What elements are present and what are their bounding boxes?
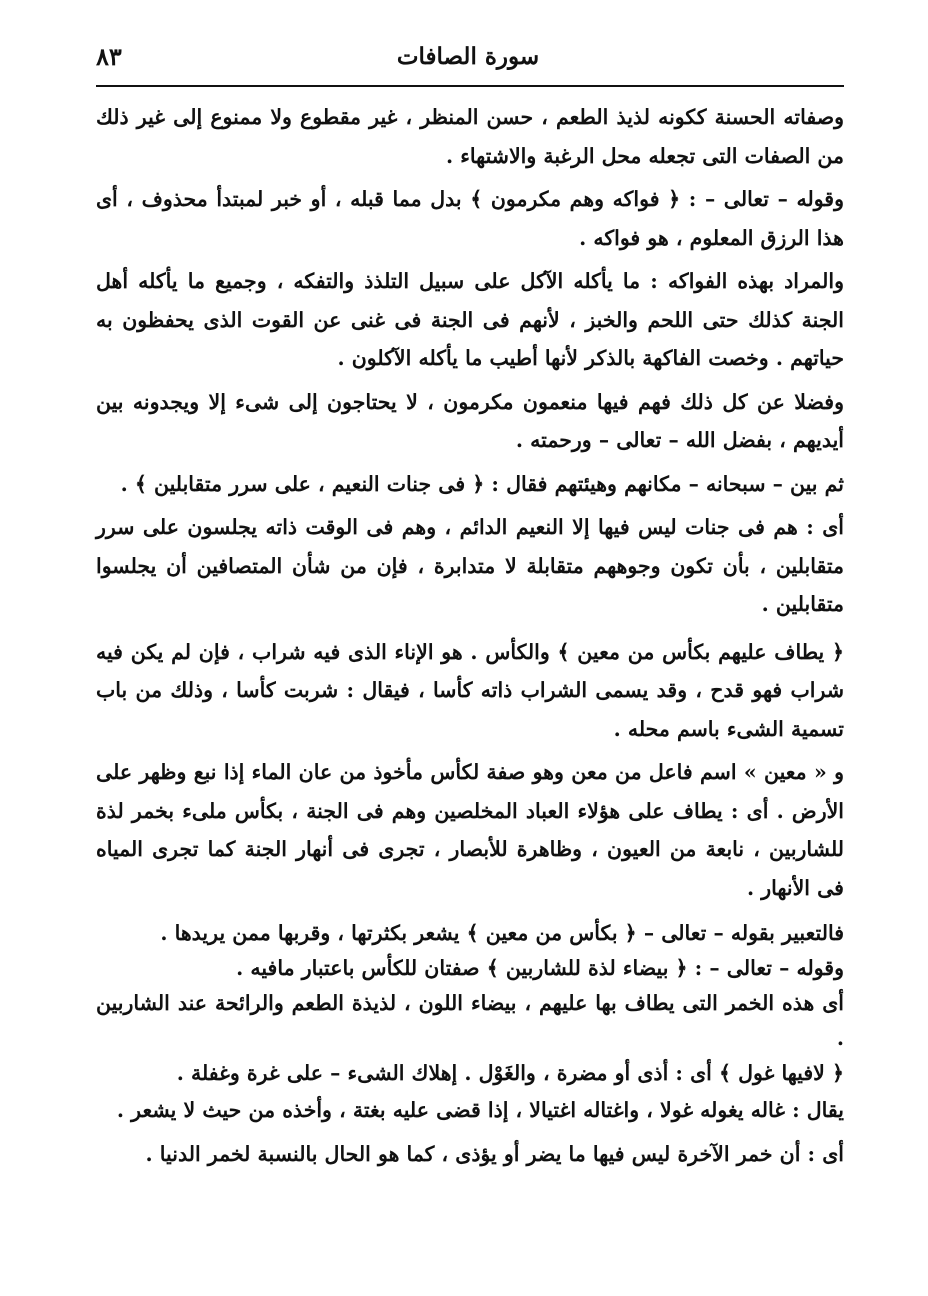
paragraph: و « معين » اسم فاعل من معن وهو صفة لكأس مأخوذ من عان الماء إذا نبع وظهر على الأرض . أى : يطاف على هؤلاء العباد المخلصين وهم فى الجنة ، بكأس ملىء بخمر لذة للشاربين ، نابعة من العيون ، وظاهرة للأبصار ، تجرى فى أنهار الجنة كما تجرى المياه فى الأنهار . <box>96 760 844 900</box>
paragraph: وقوله – تعالى – : ﴿ فواكه وهم مكرمون ﴾ بدل مما قبله ، أو خبر لمبتدأ محذوف ، أى هذا الرزق المعلوم ، هو فواكه . <box>96 187 844 250</box>
paragraph: أى : أن خمر الآخرة ليس فيها ما يضر أو يؤذى ، كما هو الحال بالنسبة لخمر الدنيا . <box>145 1141 844 1166</box>
surah-title: سورة الصافات <box>396 43 540 70</box>
commentary-body <box>96 98 844 1173</box>
paragraph: ﴿ لافيها غول ﴾ أى : أذى أو مضرة ، والغَوْل . إهلاك الشىء – على غرة وغفلة . <box>176 1061 844 1085</box>
paragraph: أى : هم فى جنات ليس فيها إلا النعيم الدائم ، وهم فى الوقت ذاته يجلسون على سرر متقابلين ، بأن تكون وجوههم متقابلة لا متدابرة ، فإن من شأن المتصافين أن يجلسوا متقابلين . <box>96 515 844 616</box>
paragraph: وفضلا عن كل ذلك فهم فيها منعمون مكرمون ، لا يحتاجون إلى شىء إلا ويجدونه بين أيديهم ، بفضل الله – تعالى – ورحمته . <box>96 389 844 452</box>
paragraph: فالتعبير بقوله – تعالى – ﴿ بكأس من معين ﴾ يشعر بكثرتها ، وقربها ممن يريدها . <box>160 921 844 945</box>
paragraph: يقال : غاله يغوله غولا ، واغتاله اغتيالا ، إذا قضى عليه بغتة ، وأخذه من حيث لا يشعر . <box>116 1098 844 1122</box>
paragraph: وصفاته الحسنة ككونه لذيذ الطعم ، حسن المنظر ، غير مقطوع ولا ممنوع إلى غير ذلك من الصفات التى تجعله محل الرغبة والاشتهاء . <box>96 105 844 168</box>
paragraph: والمراد بهذه الفواكه : ما يأكله الآكل على سبيل التلذذ والتفكه ، وجميع ما يأكله أهل الجنة كذلك حتى اللحم والخبز ، لأنهم فى الجنة فى غنى عن القوت الذى يحفظون به حياتهم . وخصت الفاكهة بالذكر لأنها أطيب ما يأكله الآكلون . <box>96 269 844 370</box>
paragraph: ثم بين – سبحانه – مكانهم وهيئتهم فقال : ﴿ فى جنات النعيم ، على سرر متقابلين ﴾ . <box>120 471 844 496</box>
paragraph: ﴿ يطاف عليهم بكأس من معين ﴾ والكأس . هو الإناء الذى فيه شراب ، فإن لم يكن فيه شراب فهو قدح ، وقد يسمى الشراب ذاته كأسا ، فيقال : شربت كأسا ، وذلك من باب تسمية الشىء باسم محله . <box>96 639 844 741</box>
paragraph: أى هذه الخمر التى يطاف بها عليهم ، بيضاء اللون ، لذيذة الطعم والرائحة عند الشاربين . <box>96 991 844 1050</box>
paragraph: وقوله – تعالى – : ﴿ بيضاء لذة للشاربين ﴾ صفتان للكأس باعتبار مافيه . <box>236 956 844 980</box>
running-header <box>96 38 840 80</box>
page-number: ٨٣ <box>96 42 122 71</box>
header-divider <box>96 85 844 87</box>
